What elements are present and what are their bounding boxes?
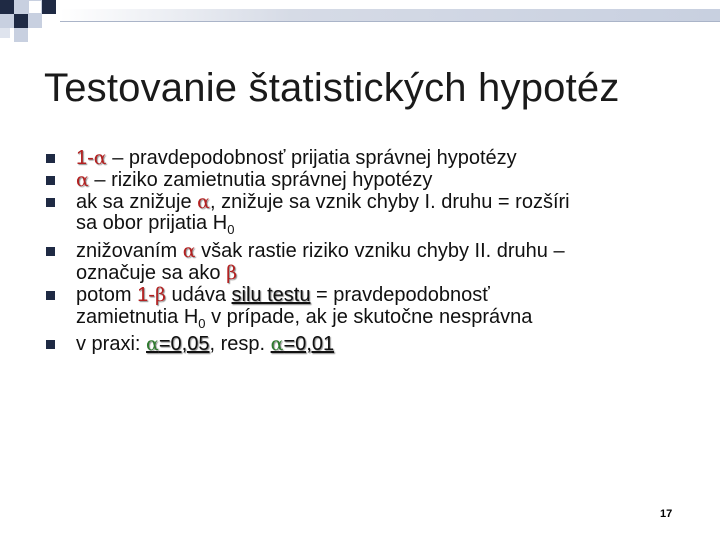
list-item	[46, 148, 696, 170]
square-bullet-icon	[46, 291, 55, 300]
list-item	[46, 285, 696, 335]
item-text: , resp.	[209, 333, 271, 356]
alpha-value-001	[271, 333, 334, 355]
list-item	[46, 170, 696, 192]
item-text: – pravdepodobnosť prijatia správnej hypotézy	[106, 147, 517, 169]
item-text: v praxi:	[76, 333, 147, 356]
power-of-test-term: silu testu	[231, 283, 311, 306]
item-text: znižovaním	[76, 240, 183, 263]
decor-square-light	[14, 0, 28, 14]
subscript: 0	[198, 315, 206, 331]
item-text: sa obor prijatia H	[76, 212, 228, 235]
alpha-symbol: α	[93, 147, 107, 169]
alpha-symbol: α	[270, 333, 284, 356]
alpha-value-005	[146, 333, 209, 355]
item-text: ak sa znižuje	[76, 190, 198, 213]
item-text: = pravdepodobnosť	[310, 283, 490, 306]
value-text: =0,05	[158, 333, 210, 356]
item-text: v prípade, ak je skutočne nesprávna	[205, 305, 533, 328]
item-text: , znižuje sa vznik chyby I. druhu = rozšíri	[210, 190, 570, 213]
decor-square-light	[0, 14, 14, 28]
decor-square-dark	[42, 0, 56, 14]
page-number: 17	[660, 508, 673, 520]
decor-square-dark	[14, 14, 28, 28]
square-bullet-icon	[46, 340, 55, 349]
list-item	[46, 192, 696, 242]
square-bullet-icon	[46, 247, 55, 256]
item-text: udáva	[165, 283, 232, 306]
decor-square-white	[28, 0, 42, 14]
decor-square-light	[28, 14, 42, 28]
list-item	[46, 334, 696, 356]
decor-top-bar	[60, 9, 720, 21]
square-bullet-icon	[46, 154, 55, 163]
one-minus-label: 1-	[137, 283, 155, 306]
bullet-list	[46, 148, 696, 356]
alpha-symbol: α	[182, 240, 196, 263]
list-item	[46, 241, 696, 285]
item-text: – riziko zamietnutia správnej hypotézy	[88, 168, 433, 191]
decor-square-dark	[0, 0, 14, 14]
subscript: 0	[227, 222, 235, 238]
item-text: potom	[76, 283, 138, 306]
item-text: zamietnutia H	[76, 305, 199, 328]
item-text: označuje sa ako	[76, 261, 227, 284]
decor-top-bar-line	[60, 21, 720, 22]
item-text: však rastie riziko vzniku chyby II. druhu –	[195, 240, 565, 263]
page-title: Testovanie štatistických hypotéz	[44, 66, 620, 110]
decor-square-light	[14, 28, 28, 42]
alpha-symbol: α	[197, 190, 211, 213]
beta-symbol: β	[226, 261, 238, 284]
one-minus-label: 1-	[76, 147, 94, 169]
square-bullet-icon	[46, 176, 55, 185]
square-bullet-icon	[46, 198, 55, 207]
decor-square-light	[0, 28, 10, 38]
beta-symbol: β	[154, 283, 166, 306]
alpha-symbol: α	[76, 168, 89, 191]
alpha-symbol: α	[146, 333, 159, 356]
value-text: =0,01	[283, 333, 335, 356]
